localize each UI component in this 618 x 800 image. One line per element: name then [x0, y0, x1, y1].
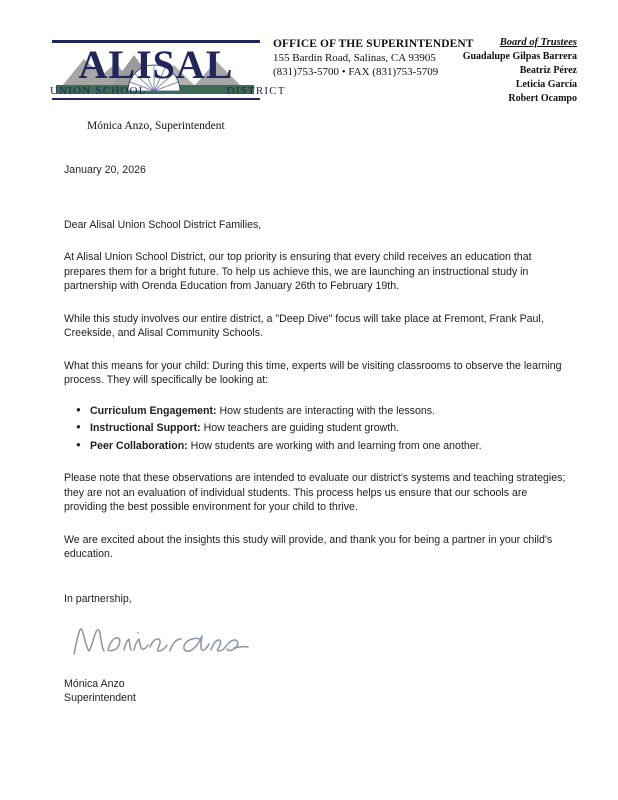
list-item-label: Instructional Support: [90, 422, 201, 434]
list-item-label: Peer Collaboration: [90, 439, 188, 452]
trustee-name: Robert Ocampo [508, 93, 577, 104]
office-address-block [273, 38, 474, 78]
letter-date: January 20, 2026 [64, 164, 146, 176]
signer-name: Mónica Anzo [64, 677, 125, 690]
letter-paragraph-4: Please note that these observations are intended to evaluate our district's systems and teaching strategies; they are not an evaluation of individual students. This process helps us ensure that our schools are providing the best possible environment for your child to thrive. [64, 472, 566, 513]
office-phone-fax: (831)753-5700 • FAX (831)753-5709 [273, 66, 439, 78]
letterhead [0, 30, 618, 116]
superintendent-name-line: Mónica Anzo, Superintendent [87, 120, 225, 132]
signer-block [64, 677, 572, 705]
trustee-name: Guadalupe Gilpas Barrera [462, 51, 577, 62]
signer-title: Superintendent [64, 691, 136, 704]
logo-subtitle-left: UNION SCHOOL [50, 85, 147, 97]
list-item [90, 404, 572, 419]
logo-subtitle-right: DISTRICT [226, 85, 286, 97]
observation-focus-list [64, 404, 572, 454]
letter-closing: In partnership, [64, 592, 132, 605]
letter-salutation: Dear Alisal Union School District Families, [64, 218, 262, 231]
list-item-text: How students are working with and learning from one another. [187, 439, 482, 452]
trustee-name: Beatriz Pérez [519, 65, 577, 76]
logo-wordmark: ALISAL [78, 42, 234, 87]
letter-paragraph-3: What this means for your child: During this time, experts will be visiting classrooms to observe the learning process. They will specifically be looking at: [64, 359, 562, 386]
logo-subtitle [50, 85, 286, 97]
district-logo [50, 35, 286, 107]
letter-paragraph-1: At Alisal Union School District, our top priority is ensuring that every child receives an education that prepares them for a bright future. To help us achieve this, we are launching an instructional study in partnership with Orenda Education from January 26th to February 19th. [64, 251, 532, 292]
board-of-trustees-block [455, 37, 577, 104]
trustee-name: Leticia García [515, 79, 577, 90]
list-item-text: How students are interacting with the lessons. [216, 404, 436, 417]
signature-image [66, 620, 256, 662]
office-address: 155 Bardin Road, Salinas, CA 93905 [273, 52, 436, 64]
office-title: OFFICE OF THE SUPERINTENDENT [273, 38, 474, 50]
board-of-trustees-title: Board of Trustees [499, 37, 577, 48]
list-item-text: How teachers are guiding student growth. [200, 422, 400, 434]
letter-body [64, 163, 572, 705]
letter-paragraph-2: While this study involves our entire district, a "Deep Dive" focus will take place at Fremont, Frank Paul, Creekside, and Alisal Community Schools. [64, 312, 544, 339]
list-item [90, 421, 572, 436]
list-item-label: Curriculum Engagement: [90, 404, 217, 417]
logo-bottom-rule [52, 98, 260, 100]
list-item [90, 439, 572, 454]
letter-paragraph-5: We are excited about the insights this study will provide, and thank you for being a partner in your child's education. [64, 533, 553, 560]
